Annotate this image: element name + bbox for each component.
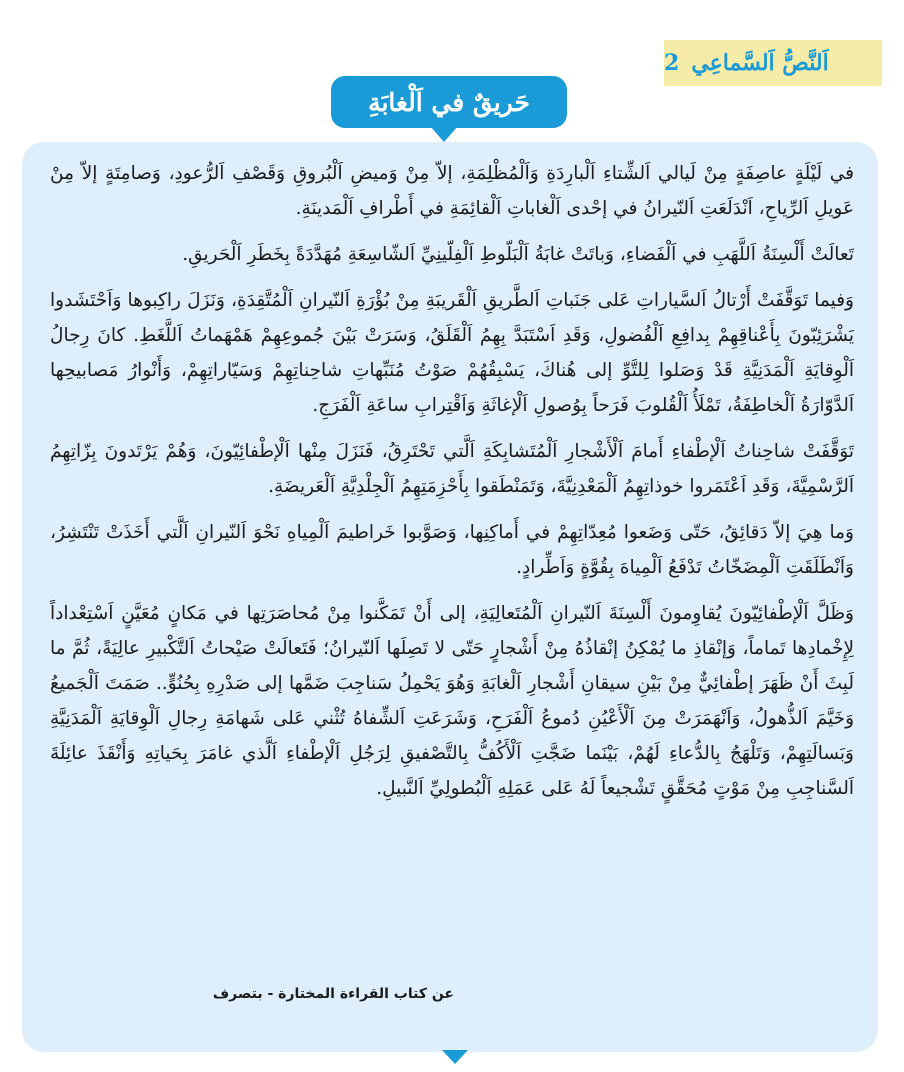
- section-label: اَلنَّصُّ اَلسَّماعِي: [691, 50, 829, 76]
- paragraph-6: وَظَلَّ اَلْإطْفائِيّونَ يُقاوِمونَ أَلْسِنَةَ اَلنّيرانِ اَلْمُتَعالِيَةِ، إلى أَنْ تَمَكَّنوا مِنْ مُحاصَرَتِها في مَكانٍ مُعَيَّنٍ اَسْتِعْداداً لِإِخْمادِها تَماماً، وَإنْقاذِ ما يُمْكِنُ إنْقاذُهُ مِنْ أَشْجارٍ حَتّى لا تَصِلَها اَلنّيرانُ؛ فَتَعالَتْ صَيْحاتُ اَلتَّكْبيرِ عالِيَةً، ثُمَّ ما لَبِثَ أَنْ ظَهَرَ إطْفائِيٌّ مِنْ بَيْنِ سيقانِ أَشْجارِ اَلْغابَةِ وَهُوَ يَحْمِلُ سَناجِبَ ضَمَّها إلى صَدْرِهِ بِحُنُوٍّ.. صَمَتَ اَلْجَميعُ وَخَيَّمَ اَلذُّهولُ، وَاَنْهَمَرَتْ مِنَ اَلْأَعْيُنِ دُموعُ اَلْفَرَحِ، وَشَرَعَتِ اَلشِّفاهُ تُثْني عَلى شَهامَةِ رِجالِ اَلْوِقايَةِ اَلْمَدَنِيَّةِ وَبَسالَتِهِمْ، وَتَلْهَجُ بِالدُّعاءِ لَهُمْ، بَيْنَما ضَجَّتِ اَلْأَكُفُّ بِالتَّصْفيقِ لِرَجُلِ اَلْإطْفاءِ اَلَّذي غامَرَ بِحَياتِهِ وَأَنْقَذَ عائِلَةَ اَلسَّناجِبِ مِنْ مَوْتٍ مُحَقَّقٍ تَشْجيعاً لَهُ عَلى عَمَلِهِ اَلْبُطولِيِّ اَلنَّبيلِ.: [50, 603, 854, 799]
- title-banner: [331, 76, 567, 128]
- bottom-pointer: [442, 1050, 468, 1064]
- title-pointer: [430, 126, 458, 142]
- source-citation: عن كتاب القراءة المختارة - بتصرف: [212, 986, 454, 1002]
- section-number: 2: [664, 50, 680, 76]
- story-text: [50, 156, 854, 817]
- paragraph-1: في لَيْلَةٍ عاصِفَةٍ مِنْ لَيالي اَلشِّتاءِ اَلْبارِدَةِ وَاَلْمُظْلِمَةِ، إلاّ مِنْ وَميضِ اَلْبُروقِ وَقَصْفِ اَلرُّعودِ، وَصامِتَةٍ إلاّ مِنْ عَويلِ اَلرِّياحِ، اَنْدَلَعَتِ اَلنّيرانُ في إحْدى اَلْغاباتِ اَلْقائِمَةِ في أَطْرافِ اَلْمَدينَةِ.: [50, 163, 854, 219]
- page-title: حَريقٌ في اَلْغابَةِ: [368, 87, 530, 117]
- paragraph-5: وَما هِيَ إلاّ دَقائِقُ، حَتّى وَضَعوا مُعِدّاتِهِمْ في أَماكِنِها، وَصَوَّبوا خَراطيمَ اَلْمِياهِ نَحْوَ اَلنّيرانِ اَلَّتي أَخَذَتْ تَنْتَشِرُ، وَاَنْطَلَقَتِ اَلْمِضَخّاتُ تَدْفَعُ اَلْمِياهَ بِقُوَّةٍ وَاَطِّرادٍ.: [50, 522, 854, 578]
- section-header: [664, 40, 882, 86]
- paragraph-2: تَعالَتْ أَلْسِنَةُ اَللَّهَبِ في اَلْفَضاءِ، وَباتَتْ غابَةُ اَلْبَلّوطِ اَلْفِلّينِيِّ اَلشّاسِعَةِ مُهَدَّدَةً بِخَطَرِ اَلْحَريقِ.: [182, 244, 854, 265]
- paragraph-4: تَوَقَّفَتْ شاحِناتُ اَلْإطْفاءِ أَمامَ اَلْأَشْجارِ اَلْمُتَشابِكَةِ اَلَّتي تَحْتَرِقُ، فَنَزَلَ مِنْها اَلْإطْفائِيّونَ، وَهُمْ يَرْتَدونَ بِزّاتِهِمُ اَلرَّسْمِيَّةَ، وَقَدِ اَعْتَمَروا خوذاتِهِمُ اَلْمَعْدِنِيَّةَ، وَتَمَنْطَقوا بِأَحْزِمَتِهِمُ اَلْجِلْدِيَّةِ اَلْعَريضَةِ.: [50, 441, 854, 497]
- paragraph-3: وَفيما تَوَقَّفَتْ أَرْتالُ اَلسَّياراتِ عَلى جَنَباتِ اَلطَّريقِ اَلْقَريبَةِ مِنْ بُؤْرَةِ اَلنّيرانِ اَلْمُتَّقِدَةِ، وَنَزَلَ راكِبوها وَاَحْتَشَدوا يَشْرَئِبّونَ بِأَعْناقِهِمْ بِدافِعِ اَلْفُضولِ، وَقَدِ اَسْتَبَدَّ بِهِمُ اَلْقَلَقُ، وَسَرَتْ بَيْنَ جُموعِهِمْ هَمْهَماتُ اَللَّغَطِ. كانَ رِجالُ اَلْوِقايَةِ اَلْمَدَنِيَّةِ قَدْ وَصَلوا لِلتَّوِّ إلى هُناكَ، يَسْبِقُهُمْ صَوْتُ مُنَبِّهاتِ شاحِناتِهِمْ وَسَيّاراتِهِمْ، وَأَنْوارُ مَصابيحِها اَلدَّوّارَةُ اَلْخاطِفَةُ، تَمْلَأُ اَلْقُلوبَ فَرَحاً بِوُصولِ اَلْإغاثَةِ وَاَقْتِرابِ ساعَةِ اَلْفَرَجِ.: [50, 290, 854, 416]
